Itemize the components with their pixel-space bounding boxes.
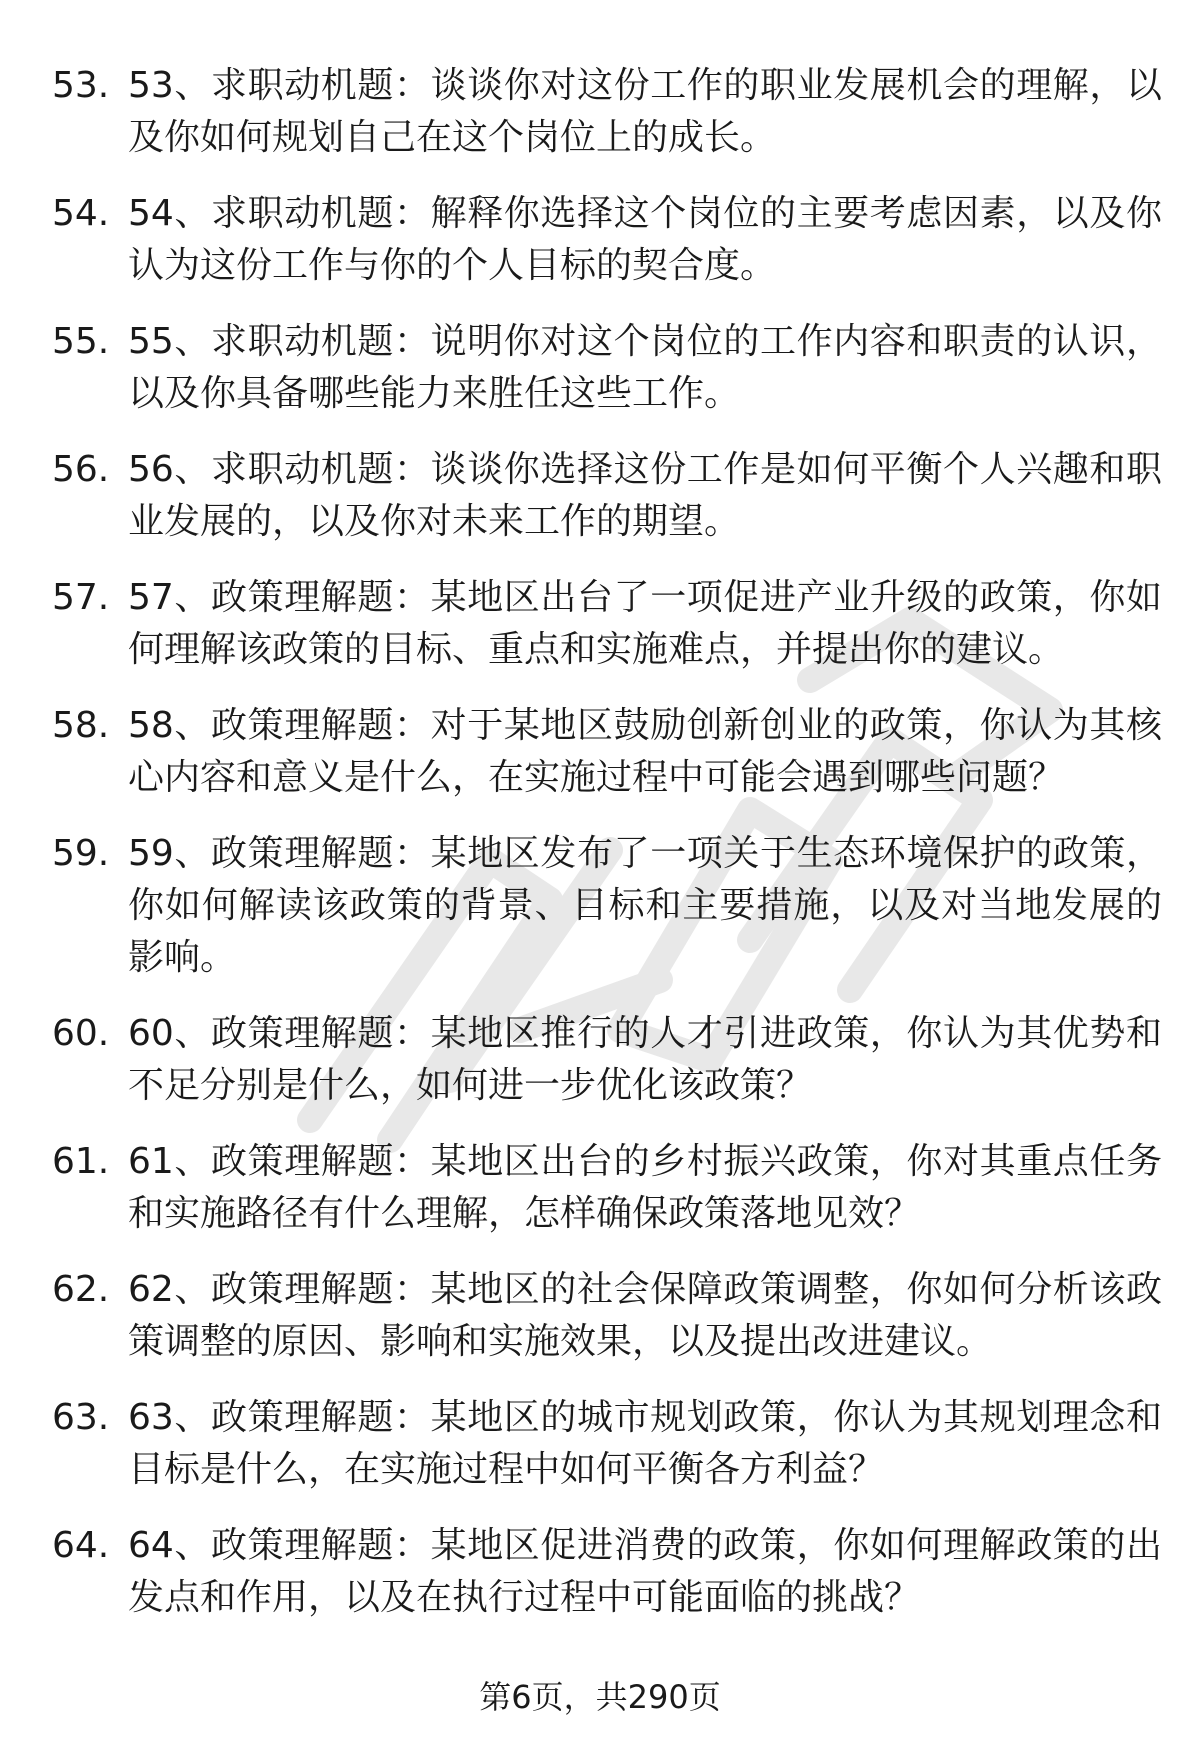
question-number: 62. — [52, 1269, 110, 1310]
question-item — [52, 1392, 1162, 1496]
question-item — [52, 572, 1162, 676]
question-item — [52, 828, 1162, 984]
question-item — [52, 1136, 1162, 1240]
page-number-footer: 第6页，共290页 — [479, 1678, 721, 1716]
question-text: 57、政策理解题：某地区出台了一项促进产业升级的政策，你如何理解该政策的目标、重点和实施难点，并提出你的建议。 — [128, 577, 1162, 670]
question-number: 61. — [52, 1141, 110, 1182]
question-text: 64、政策理解题：某地区促进消费的政策，你如何理解政策的出发点和作用，以及在执行过程中可能面临的挑战？ — [128, 1525, 1162, 1618]
question-item — [52, 1520, 1162, 1624]
question-number: 54. — [52, 193, 110, 234]
question-number: 60. — [52, 1013, 110, 1054]
question-number: 64. — [52, 1525, 110, 1566]
question-item — [52, 1008, 1162, 1112]
question-item — [52, 60, 1162, 164]
question-number: 55. — [52, 321, 110, 362]
question-item — [52, 444, 1162, 548]
question-number: 53. — [52, 65, 110, 106]
question-text: 58、政策理解题：对于某地区鼓励创新创业的政策，你认为其核心内容和意义是什么，在实施过程中可能会遇到哪些问题？ — [128, 705, 1162, 798]
question-text: 55、求职动机题：说明你对这个岗位的工作内容和职责的认识，以及你具备哪些能力来胜任这些工作。 — [128, 321, 1162, 414]
question-text: 54、求职动机题：解释你选择这个岗位的主要考虑因素，以及你认为这份工作与你的个人目标的契合度。 — [128, 193, 1162, 286]
question-item — [52, 188, 1162, 292]
question-number: 59. — [52, 833, 110, 874]
question-item — [52, 1264, 1162, 1368]
question-text: 59、政策理解题：某地区发布了一项关于生态环境保护的政策，你如何解读该政策的背景、目标和主要措施，以及对当地发展的影响。 — [128, 833, 1162, 978]
question-list — [52, 60, 1162, 1648]
question-text: 60、政策理解题：某地区推行的人才引进政策，你认为其优势和不足分别是什么，如何进一步优化该政策？ — [128, 1013, 1162, 1106]
question-text: 63、政策理解题：某地区的城市规划政策，你认为其规划理念和目标是什么，在实施过程中如何平衡各方利益？ — [128, 1397, 1162, 1490]
question-number: 57. — [52, 577, 110, 618]
question-text: 61、政策理解题：某地区出台的乡村振兴政策，你对其重点任务和实施路径有什么理解，怎样确保政策落地见效？ — [128, 1141, 1162, 1234]
question-text: 56、求职动机题：谈谈你选择这份工作是如何平衡个人兴趣和职业发展的，以及你对未来工作的期望。 — [128, 449, 1162, 542]
question-number: 56. — [52, 449, 110, 490]
question-text: 62、政策理解题：某地区的社会保障政策调整，你如何分析该政策调整的原因、影响和实施效果，以及提出改进建议。 — [128, 1269, 1162, 1362]
question-item — [52, 316, 1162, 420]
question-number: 58. — [52, 705, 110, 746]
question-number: 63. — [52, 1397, 110, 1438]
question-item — [52, 700, 1162, 804]
question-text: 53、求职动机题：谈谈你对这份工作的职业发展机会的理解，以及你如何规划自己在这个岗位上的成长。 — [128, 65, 1162, 158]
